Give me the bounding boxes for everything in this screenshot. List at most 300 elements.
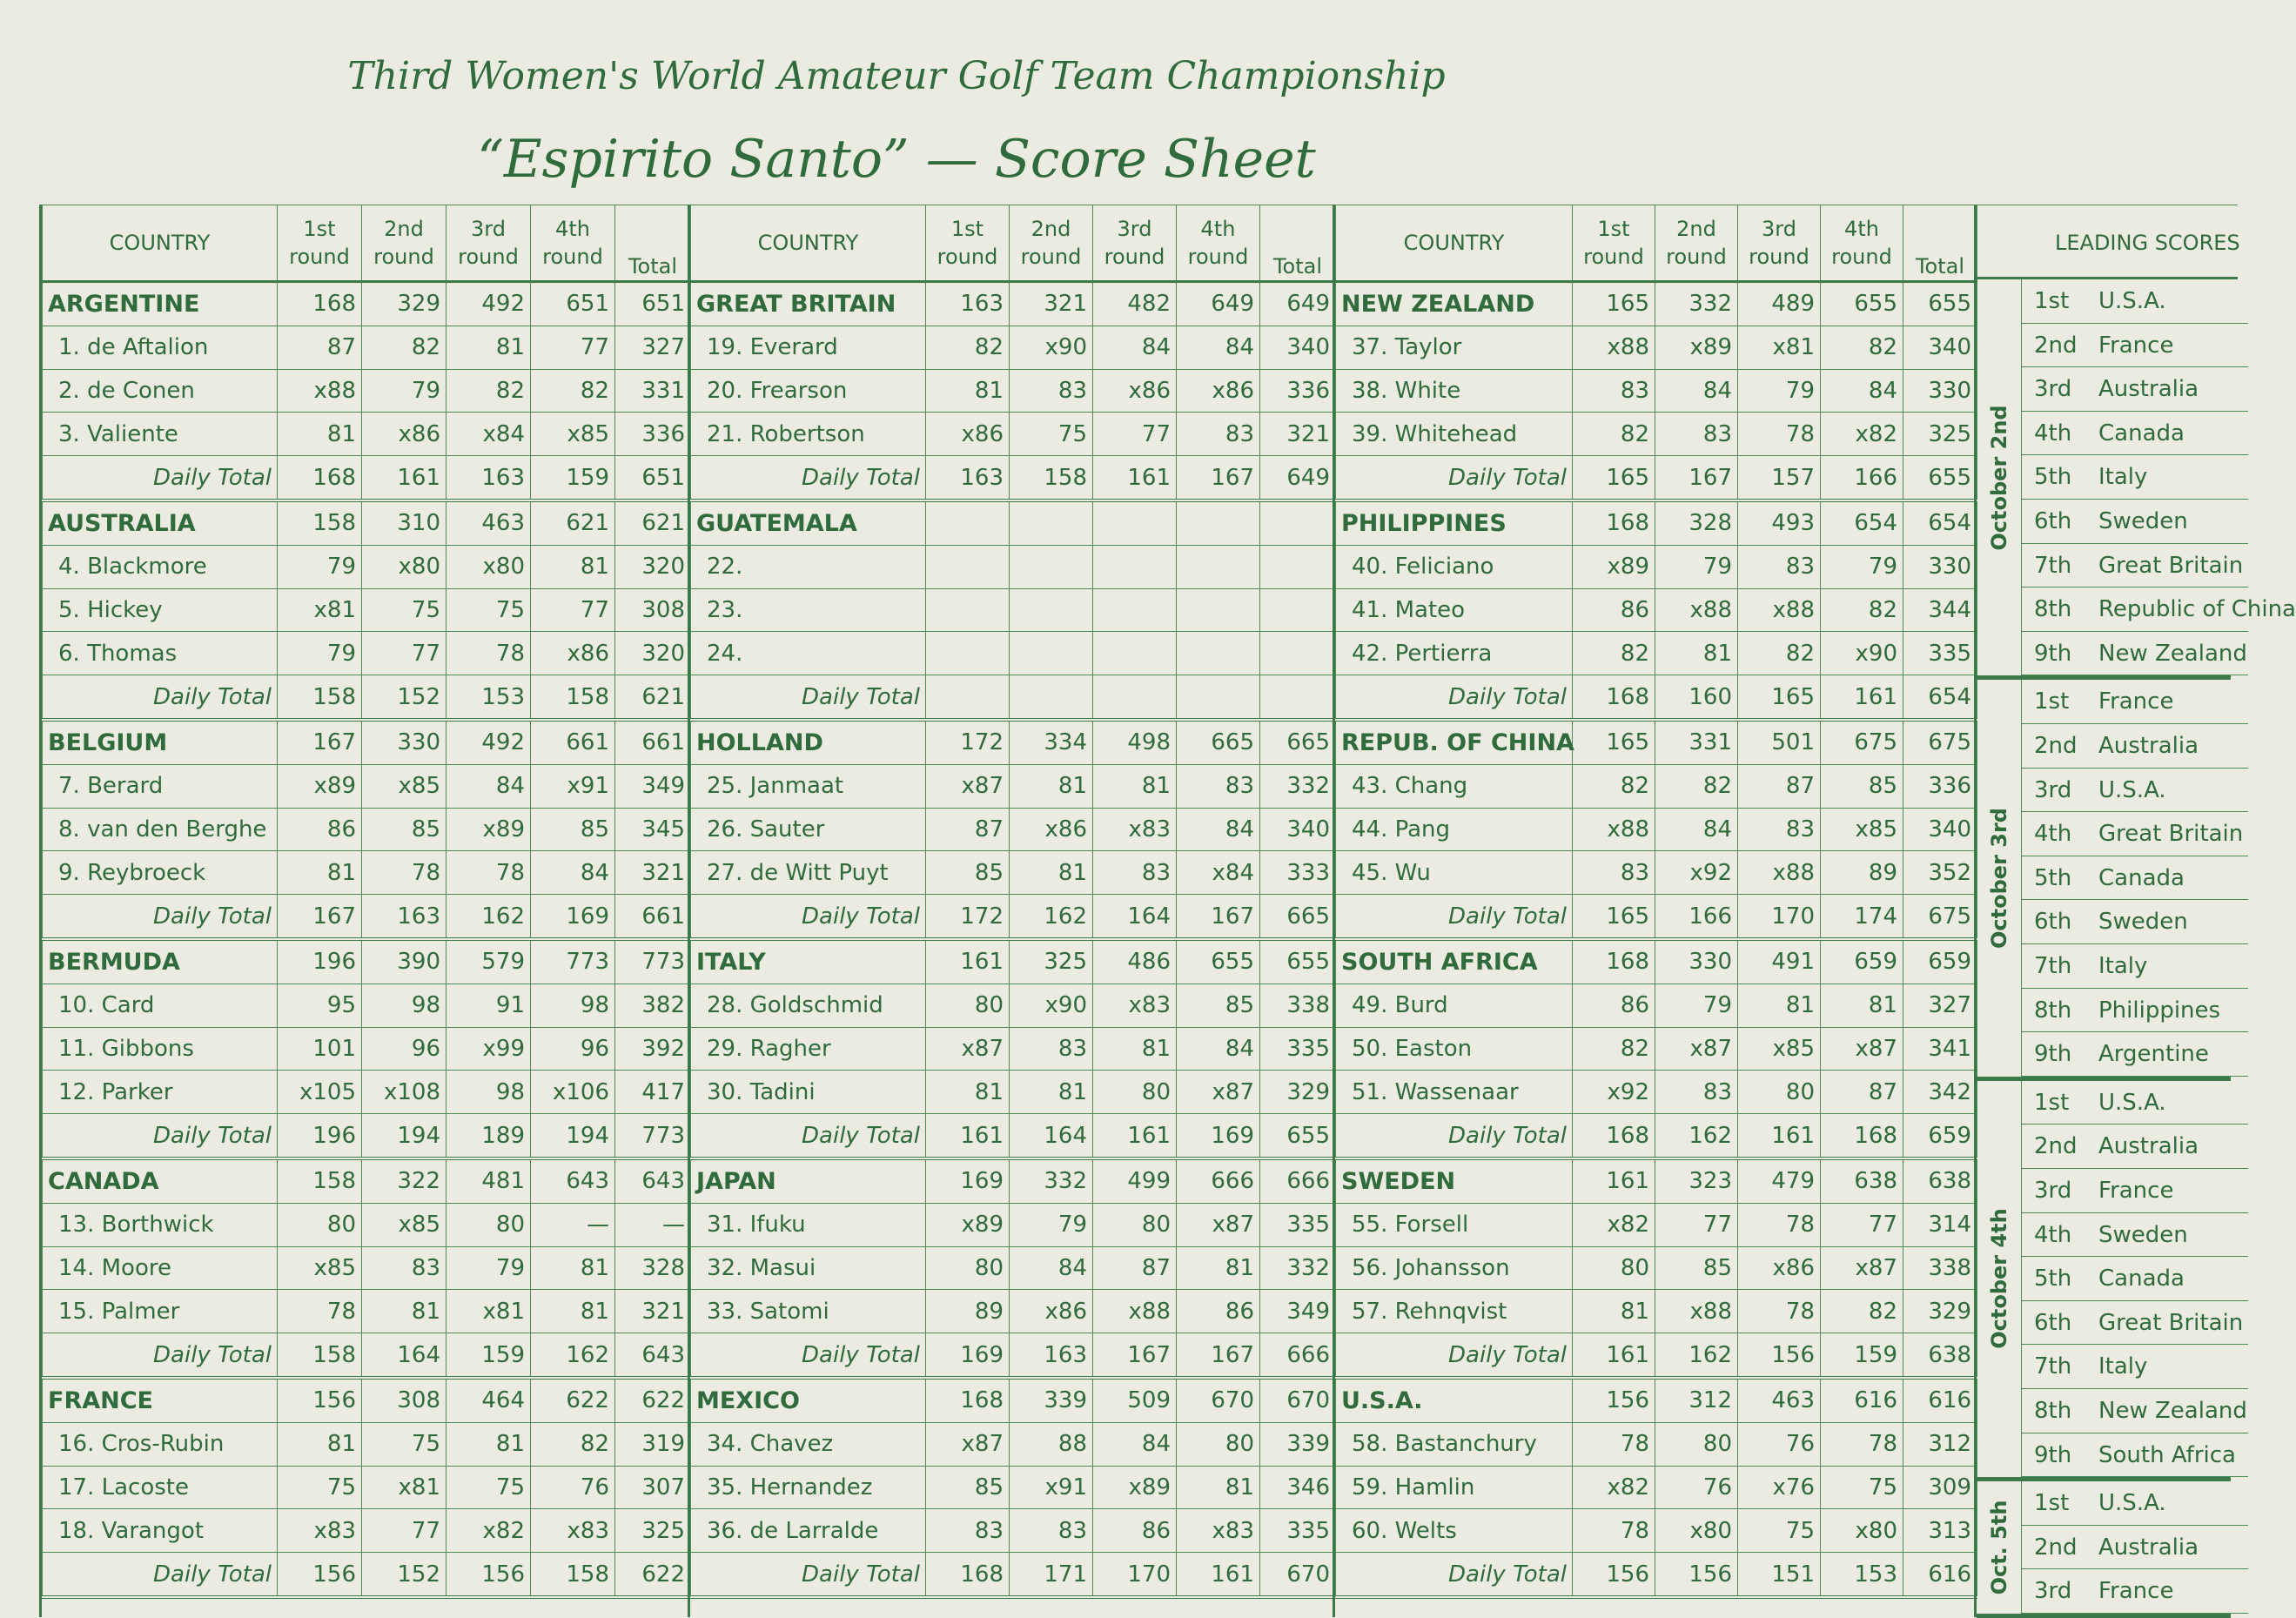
- player-total: 331: [615, 369, 691, 413]
- country-name: SWEDEN: [1336, 1158, 1573, 1203]
- cumulative-score: 167: [278, 720, 362, 764]
- daily-score: 661: [615, 895, 691, 939]
- rank-position: 5th: [2034, 864, 2072, 891]
- daily-score: 655: [1903, 456, 1977, 500]
- player-row: [691, 326, 1336, 369]
- round-score: x86: [1010, 1290, 1093, 1333]
- player-name: 19. Everard: [691, 326, 926, 369]
- cumulative-score: 486: [1093, 939, 1177, 984]
- daily-score: 153: [1821, 1553, 1903, 1597]
- player-row: [691, 1027, 1336, 1071]
- country-total: 654: [1903, 500, 1977, 545]
- cumulative-score: 651: [531, 282, 615, 326]
- round-score: 98: [362, 984, 446, 1027]
- daily-score: 194: [531, 1114, 615, 1158]
- round-score: 82: [531, 1422, 615, 1466]
- round-score: x89: [278, 764, 362, 808]
- rank-position: 5th: [2034, 1266, 2072, 1292]
- daily-total-label: Daily Total: [691, 675, 926, 720]
- player-row: [43, 632, 691, 675]
- round-score: 81: [531, 1290, 615, 1333]
- player-name: 20. Frearson: [691, 369, 926, 413]
- cumulative-score: 773: [531, 939, 615, 984]
- cumulative-score: 323: [1655, 1158, 1738, 1203]
- round-score: 82: [1573, 1027, 1655, 1071]
- player-total: 352: [1903, 851, 1977, 895]
- round-score: 84: [1821, 369, 1903, 413]
- daily-total-label: Daily Total: [691, 1333, 926, 1378]
- rank-row: [2022, 412, 2248, 456]
- round-score: 81: [1573, 1290, 1655, 1333]
- rank-row: [2022, 856, 2248, 901]
- country-row: [691, 939, 1336, 984]
- rank-position: 6th: [2034, 508, 2072, 534]
- round-score: 85: [1821, 764, 1903, 808]
- player-row: [43, 1027, 691, 1071]
- player-row: [691, 984, 1336, 1027]
- round-score: 80: [1738, 1071, 1821, 1114]
- round-score: [1010, 588, 1093, 632]
- round-score: x88: [1093, 1290, 1177, 1333]
- round-header: [446, 205, 531, 282]
- daily-score: 163: [1010, 1333, 1093, 1378]
- player-total: 344: [1903, 588, 1977, 632]
- player-name: 24.: [691, 632, 926, 675]
- daily-score: 167: [1093, 1333, 1177, 1378]
- daily-score: 162: [1655, 1333, 1738, 1378]
- day-label-text: October 3rd: [1986, 808, 2011, 950]
- round-score: x83: [278, 1509, 362, 1553]
- rank-row: [2022, 1257, 2248, 1301]
- daily-total-row: [43, 1333, 691, 1378]
- country-name: REPUB. OF CHINA: [1336, 720, 1573, 764]
- country-total: 670: [1260, 1378, 1336, 1422]
- round-score: 79: [362, 369, 446, 413]
- daily-total-label: Daily Total: [691, 1114, 926, 1158]
- round-score: x86: [1738, 1246, 1821, 1290]
- round-score: x80: [1821, 1509, 1903, 1553]
- player-name: 31. Ifuku: [691, 1203, 926, 1246]
- player-row: [691, 808, 1336, 851]
- player-row: [1336, 326, 1977, 369]
- daily-score: 659: [1903, 1114, 1977, 1158]
- country-row: [1336, 720, 1977, 764]
- round-score: 78: [446, 851, 531, 895]
- cumulative-score: 169: [926, 1158, 1010, 1203]
- player-row: [691, 851, 1336, 895]
- round-score: x83: [1093, 808, 1177, 851]
- total-header: Total: [615, 205, 691, 282]
- round-score: x89: [1093, 1466, 1177, 1509]
- round-score: x82: [446, 1509, 531, 1553]
- round-score: x83: [531, 1509, 615, 1553]
- country-name: SOUTH AFRICA: [1336, 939, 1573, 984]
- rank-row: [2022, 367, 2248, 412]
- cumulative-score: 325: [1010, 939, 1093, 984]
- round-score: 82: [1821, 588, 1903, 632]
- country-row: [1336, 500, 1977, 545]
- daily-total-label: Daily Total: [1336, 895, 1573, 939]
- rank-row: [2022, 500, 2248, 544]
- round-score: x81: [278, 588, 362, 632]
- daily-total-label: Daily Total: [1336, 1114, 1573, 1158]
- round-score: 79: [1010, 1203, 1093, 1246]
- player-total: 332: [1260, 1246, 1336, 1290]
- rank-position: 7th: [2034, 552, 2072, 579]
- daily-score: 163: [926, 456, 1010, 500]
- rank-row: [2022, 279, 2248, 324]
- round-score: 80: [1655, 1422, 1738, 1466]
- daily-score: 158: [531, 675, 615, 720]
- player-total: [1260, 632, 1336, 675]
- round-score: 91: [446, 984, 531, 1027]
- daily-total-row: [691, 675, 1336, 720]
- rank-position: 9th: [2034, 1441, 2072, 1468]
- rank-row: [2022, 1433, 2248, 1478]
- player-total: 340: [1260, 808, 1336, 851]
- player-name: 6. Thomas: [43, 632, 278, 675]
- round-score: x87: [1821, 1246, 1903, 1290]
- player-row: [691, 1290, 1336, 1333]
- country-header: COUNTRY: [1336, 205, 1573, 282]
- daily-total-label: Daily Total: [1336, 456, 1573, 500]
- round-score: 76: [1738, 1422, 1821, 1466]
- round-score: 85: [362, 808, 446, 851]
- round-score: x86: [1177, 369, 1260, 413]
- round-score: 95: [278, 984, 362, 1027]
- round-score: 78: [1573, 1422, 1655, 1466]
- daily-score: 159: [446, 1333, 531, 1378]
- round-score: 80: [1177, 1422, 1260, 1466]
- player-row: [691, 1246, 1336, 1290]
- rank-team: France: [2098, 688, 2174, 715]
- round-header: [1177, 205, 1260, 282]
- country-row: [43, 1158, 691, 1203]
- player-name: 5. Hickey: [43, 588, 278, 632]
- round-score: x84: [1177, 851, 1260, 895]
- cumulative-score: 156: [1573, 1378, 1655, 1422]
- round-header: [362, 205, 446, 282]
- daily-score: 643: [615, 1333, 691, 1378]
- country-header: COUNTRY: [43, 205, 278, 282]
- round-score: x86: [1010, 808, 1093, 851]
- player-name: 41. Mateo: [1336, 588, 1573, 632]
- rank-row: [2022, 1125, 2248, 1169]
- round-score: 81: [1738, 984, 1821, 1027]
- daily-score: 163: [446, 456, 531, 500]
- round-number: 4th: [555, 217, 590, 241]
- round-score: 80: [278, 1203, 362, 1246]
- round-number: 4th: [1844, 217, 1879, 241]
- player-row: [43, 851, 691, 895]
- cumulative-score: 196: [278, 939, 362, 984]
- rank-position: 8th: [2034, 997, 2072, 1024]
- rank-team: Italy: [2098, 1353, 2148, 1380]
- round-score: 84: [531, 851, 615, 895]
- daily-score: 174: [1821, 895, 1903, 939]
- round-score: x81: [446, 1290, 531, 1333]
- player-total: 319: [615, 1422, 691, 1466]
- player-row: [1336, 1290, 1977, 1333]
- round-score: x92: [1573, 1071, 1655, 1114]
- rank-position: 8th: [2034, 1397, 2072, 1424]
- player-total: 327: [1903, 984, 1977, 1027]
- round-score: 79: [1655, 545, 1738, 588]
- round-word: round: [542, 245, 603, 269]
- round-header: [1573, 205, 1655, 282]
- round-score: 83: [926, 1509, 1010, 1553]
- daily-total-row: [43, 895, 691, 939]
- country-total: [1260, 500, 1336, 545]
- round-score: 80: [926, 984, 1010, 1027]
- round-score: 84: [1177, 326, 1260, 369]
- day-label: [1977, 1481, 2022, 1614]
- country-block-3: [1333, 205, 1974, 1617]
- daily-score: 168: [926, 1553, 1010, 1597]
- round-score: x80: [1655, 1509, 1738, 1553]
- country-block-2: [688, 205, 1333, 1617]
- round-score: 75: [446, 588, 531, 632]
- rank-position: 3rd: [2034, 1578, 2072, 1605]
- cumulative-score: 643: [531, 1158, 615, 1203]
- daily-score: 194: [362, 1114, 446, 1158]
- cumulative-score: 172: [926, 720, 1010, 764]
- player-total: 321: [615, 1290, 691, 1333]
- cumulative-score: 332: [1655, 282, 1738, 326]
- cumulative-score: 655: [1821, 282, 1903, 326]
- round-score: [1093, 632, 1177, 675]
- player-total: 338: [1903, 1246, 1977, 1290]
- round-number: 2nd: [384, 217, 424, 241]
- country-row: [43, 282, 691, 326]
- player-name: 49. Burd: [1336, 984, 1573, 1027]
- round-score: [1010, 632, 1093, 675]
- day-label: [1977, 680, 2022, 1076]
- rank-row: [2022, 1301, 2248, 1346]
- round-score: x81: [362, 1466, 446, 1509]
- cumulative-score: 665: [1177, 720, 1260, 764]
- daily-score: 166: [1655, 895, 1738, 939]
- round-score: 78: [1738, 1290, 1821, 1333]
- daily-score: 616: [1903, 1553, 1977, 1597]
- player-total: 308: [615, 588, 691, 632]
- cumulative-score: 330: [362, 720, 446, 764]
- daily-score: 157: [1738, 456, 1821, 500]
- country-block-1: [39, 205, 688, 1617]
- round-score: 75: [1738, 1509, 1821, 1553]
- rank-team: Australia: [2098, 732, 2199, 759]
- player-name: 18. Varangot: [43, 1509, 278, 1553]
- leading-scores-header: LEADING SCORES: [1977, 205, 2238, 279]
- round-score: 79: [1821, 545, 1903, 588]
- daily-score: 773: [615, 1114, 691, 1158]
- round-score: x85: [362, 764, 446, 808]
- score-sheet-title: “Espirito Santo” — Score Sheet: [477, 129, 1316, 190]
- rank-team: France: [2098, 1177, 2174, 1204]
- round-score: [1177, 545, 1260, 588]
- player-total: 335: [1260, 1203, 1336, 1246]
- cumulative-score: 659: [1821, 939, 1903, 984]
- cumulative-score: 390: [362, 939, 446, 984]
- rank-position: 1st: [2034, 1089, 2070, 1116]
- round-header: [531, 205, 615, 282]
- player-name: 51. Wassenaar: [1336, 1071, 1573, 1114]
- round-header: [1738, 205, 1821, 282]
- round-score: 80: [1093, 1203, 1177, 1246]
- round-word: round: [1831, 245, 1892, 269]
- rank-row: [2022, 1081, 2248, 1125]
- cumulative-score: 334: [1010, 720, 1093, 764]
- player-total: 346: [1260, 1466, 1336, 1509]
- rank-position: 3rd: [2034, 376, 2072, 403]
- round-score: 84: [1655, 808, 1738, 851]
- country-name: JAPAN: [691, 1158, 926, 1203]
- round-word: round: [1666, 245, 1727, 269]
- player-total: 382: [615, 984, 691, 1027]
- rank-team: U.S.A.: [2098, 288, 2166, 314]
- player-name: 29. Ragher: [691, 1027, 926, 1071]
- player-row: [1336, 851, 1977, 895]
- player-total: [1260, 588, 1336, 632]
- title-block: [0, 54, 2228, 200]
- daily-total-label: Daily Total: [1336, 675, 1573, 720]
- round-score: 85: [926, 1466, 1010, 1509]
- cumulative-score: [926, 500, 1010, 545]
- daily-score: 654: [1903, 675, 1977, 720]
- player-total: —: [615, 1203, 691, 1246]
- country-total: 621: [615, 500, 691, 545]
- rank-team: New Zealand: [2098, 640, 2247, 667]
- player-total: 338: [1260, 984, 1336, 1027]
- round-word: round: [1749, 245, 1809, 269]
- round-score: x89: [446, 808, 531, 851]
- daily-score: 162: [1010, 895, 1093, 939]
- country-total: 659: [1903, 939, 1977, 984]
- round-word: round: [1583, 245, 1644, 269]
- round-score: 80: [1093, 1071, 1177, 1114]
- player-name: 1. de Aftalion: [43, 326, 278, 369]
- cumulative-score: 329: [362, 282, 446, 326]
- daily-total-row: [1336, 1553, 1977, 1597]
- round-score: —: [531, 1203, 615, 1246]
- player-total: 325: [1903, 413, 1977, 456]
- cumulative-score: 165: [1573, 720, 1655, 764]
- round-number: 1st: [303, 217, 336, 241]
- round-score: x88: [1573, 326, 1655, 369]
- player-total: 327: [615, 326, 691, 369]
- country-total: 616: [1903, 1378, 1977, 1422]
- player-total: 335: [1260, 1509, 1336, 1553]
- cumulative-score: 654: [1821, 500, 1903, 545]
- round-score: 81: [1093, 1027, 1177, 1071]
- round-score: 81: [926, 1071, 1010, 1114]
- player-row: [691, 588, 1336, 632]
- round-score: x92: [1655, 851, 1738, 895]
- player-row: [1336, 1203, 1977, 1246]
- rank-row: [2022, 1345, 2248, 1389]
- rank-team: Republic of China: [2098, 596, 2296, 623]
- round-number: 3rd: [1117, 217, 1152, 241]
- daily-score: 162: [1655, 1114, 1738, 1158]
- daily-score: 638: [1903, 1333, 1977, 1378]
- player-name: 30. Tadini: [691, 1071, 926, 1114]
- player-total: 313: [1903, 1509, 1977, 1553]
- player-name: 26. Sauter: [691, 808, 926, 851]
- round-score: 84: [1010, 1246, 1093, 1290]
- player-row: [1336, 369, 1977, 413]
- daily-total-label: Daily Total: [691, 456, 926, 500]
- player-name: 57. Rehnqvist: [1336, 1290, 1573, 1333]
- round-word: round: [289, 245, 350, 269]
- cumulative-score: 168: [278, 282, 362, 326]
- player-total: 392: [615, 1027, 691, 1071]
- leading-day: [1977, 680, 2244, 1080]
- round-score: 81: [278, 1422, 362, 1466]
- player-row: [1336, 1027, 1977, 1071]
- rank-position: 2nd: [2034, 1133, 2078, 1160]
- day-label: [1977, 1081, 2022, 1477]
- country-name: AUSTRALIA: [43, 500, 278, 545]
- player-name: 34. Chavez: [691, 1422, 926, 1466]
- player-row: [43, 326, 691, 369]
- daily-total-label: Daily Total: [43, 675, 278, 720]
- daily-score: 196: [278, 1114, 362, 1158]
- player-total: 312: [1903, 1422, 1977, 1466]
- country-row: [1336, 282, 1977, 326]
- daily-score: 151: [1738, 1553, 1821, 1597]
- daily-total-row: [691, 1114, 1336, 1158]
- cumulative-score: 675: [1821, 720, 1903, 764]
- rank-row: [2022, 455, 2248, 500]
- player-row: [1336, 1071, 1977, 1114]
- round-score: [1010, 545, 1093, 588]
- player-name: 17. Lacoste: [43, 1466, 278, 1509]
- daily-total-row: [1336, 1114, 1977, 1158]
- daily-score: 152: [362, 675, 446, 720]
- daily-score: 153: [446, 675, 531, 720]
- daily-score: 189: [446, 1114, 531, 1158]
- rank-row: [2022, 1032, 2248, 1077]
- rank-position: 5th: [2034, 464, 2072, 491]
- rank-team: Canada: [2098, 420, 2185, 446]
- rank-team: Sweden: [2098, 1221, 2188, 1248]
- cumulative-score: 332: [1010, 1158, 1093, 1203]
- round-score: x87: [926, 1027, 1010, 1071]
- daily-total-row: [691, 456, 1336, 500]
- player-row: [691, 1466, 1336, 1509]
- round-number: 1st: [1597, 217, 1630, 241]
- daily-score: 152: [362, 1553, 446, 1597]
- round-score: x90: [1010, 326, 1093, 369]
- player-row: [43, 1246, 691, 1290]
- round-score: [926, 632, 1010, 675]
- round-word: round: [458, 245, 519, 269]
- round-score: 82: [1738, 632, 1821, 675]
- rank-team: New Zealand: [2098, 1397, 2247, 1424]
- round-score: 96: [531, 1027, 615, 1071]
- round-score: 82: [1821, 1290, 1903, 1333]
- cumulative-score: 463: [446, 500, 531, 545]
- daily-score: 165: [1573, 456, 1655, 500]
- player-name: 55. Forsell: [1336, 1203, 1573, 1246]
- daily-total-label: Daily Total: [43, 1333, 278, 1378]
- round-word: round: [1104, 245, 1165, 269]
- cumulative-score: 492: [446, 282, 531, 326]
- player-row: [1336, 413, 1977, 456]
- round-score: 81: [1177, 1246, 1260, 1290]
- country-row: [43, 720, 691, 764]
- round-score: 83: [1010, 1027, 1093, 1071]
